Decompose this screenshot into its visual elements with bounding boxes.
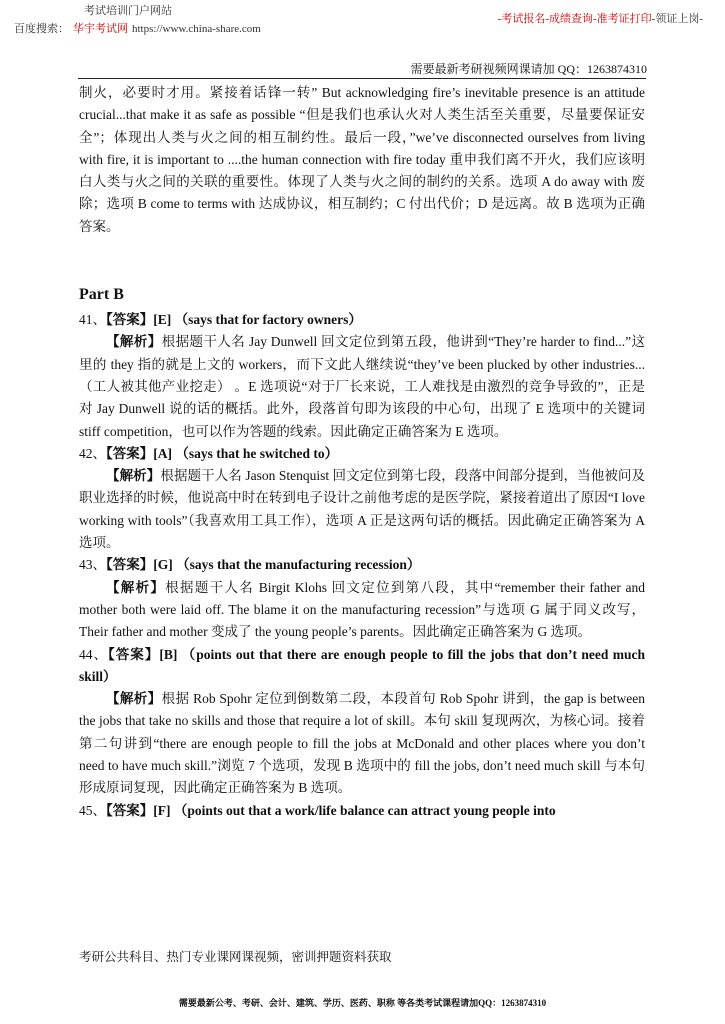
explanation-paragraph: 【解析】根据 Rob Spohr 定位到倒数第二段，本段首句 Rob Spohr 讲到，the gap is between the jobs that take no skills and those that require a lot of skill。本句 skill 复现两次，为核心词。接着第二句讲到“there are enough people to fill the jobs at McDonald and other places where you don’t need to have much skill.”浏览 7 个选项，发现 B 选项中的 fill the jobs, don’t need much skill 与本句形成原词复现，因此确定正确答案为 B 选项。 [79, 691, 646, 796]
answer-item-44 [79, 644, 645, 800]
document-body [79, 82, 645, 822]
link-exam-register[interactable]: -考试报名 [497, 13, 546, 25]
answer-line: 43、【答案】[G] （says that the manufacturing recession） [79, 557, 421, 573]
header-site-name: 考试培训门户网站 [84, 5, 172, 17]
search-label: 百度搜索： [14, 23, 69, 35]
explanation-paragraph: 【解析】根据题干人名 Jay Dunwell 回文定位到第五段，他讲到“They’re harder to find...”这里的 they 指的就是上文的 workers，而下文此人继续说“they’ve been plucked by other industries...（工人被其他产业挖走） 。E 选项说“对于厂长来说，工人难找是由激烈的竞争导致的”，正是对 Jay Dunwell 说的话的概括。此外，段落首句即为该段的中心句，出现了 E 选项中的关键词 stiff competition，也可以作为答题的线索。因此确定正确答案为 E 选项。 [79, 334, 645, 439]
link-certificate[interactable]: -领证上岗- [651, 13, 703, 25]
part-title: Part B [79, 286, 124, 304]
explanation-paragraph: 【解析】根据题干人名 Birgit Klohs 回文定位到第八段，其中“remember their father and mother both were laid off. The blame it on the manufacturing recession”与选项 G 属于同义改写，Their father and mother 变成了 the young people’s parents。因此确定正确答案为 G 选项。 [79, 579, 645, 640]
answer-line: 41、【答案】[E] （says that for factory owners） [79, 312, 362, 328]
search-brand-link[interactable]: 华宇考试网 [73, 23, 128, 35]
answer-item-45 [79, 800, 645, 822]
footer-bottom: 需要最新公考、考研、会计、建筑、学历、医药、职称 等各类考试课程请加QQ：1263874310 [178, 998, 547, 1008]
answer-line: 45、【答案】[F] （points out that a work/life balance can attract young people into [79, 802, 556, 818]
site-url-link[interactable]: https://www.china-share.com [132, 23, 261, 35]
link-score-query[interactable]: -成绩查询 [545, 13, 593, 25]
answer-line: 44、【答案】[B] （points out that there are enough people to fill the jobs that don’t need much skill） [79, 646, 645, 684]
explanation-paragraph: 【解析】根据题干人名 Jason Stenquist 回文定位到第七段，段落中间部分提到，当他被问及职业选择的时候，他说高中时在转到电子设计之前他考虑的是医学院，紧接着道出了原因“I love working with tools”（我喜欢用工具工作），选项 A 正是这两句话的概括。因此确定正确答案为 A 选项。 [79, 468, 645, 551]
answer-line: 42、【答案】[A] （says that he switched to） [79, 445, 339, 461]
header-rule [78, 78, 646, 79]
intro-paragraph: 制火，必要时才用。紧接着话锋一转” But acknowledging fire’s inevitable presence is an attitude crucial...that make it as safe as possible “但是我们也承认火对人类生活至关重要，尽量要保证安全”；体现出人类与火之间的相互制约性。最后一段，”we’ve disconnected ourselves from living with fire, it is important to ....the human connection with fire today 重申我们离不开火，我们应该明白人类与火之间的关联的重要性。体现了人类与火之间的制约的关系。选项 A do away with 废除；选项 B come to terms with 达成协议，相互制约；C 付出代价；D 是远离。故 B 选项为正确答案。 [79, 85, 645, 234]
footer-note: 考研公共科目、热门专业课网课视频，密训押题资料获取 [79, 950, 392, 964]
answer-item-41 [79, 309, 645, 443]
header-search [14, 20, 261, 36]
answer-item-43 [79, 554, 645, 643]
header-links [498, 10, 703, 26]
answer-item-42 [79, 443, 645, 554]
header-qq-notice: 需要最新考研视频网课请加 QQ：1263874310 [410, 62, 647, 76]
link-admission-print[interactable]: -准考证打印 [593, 13, 652, 25]
